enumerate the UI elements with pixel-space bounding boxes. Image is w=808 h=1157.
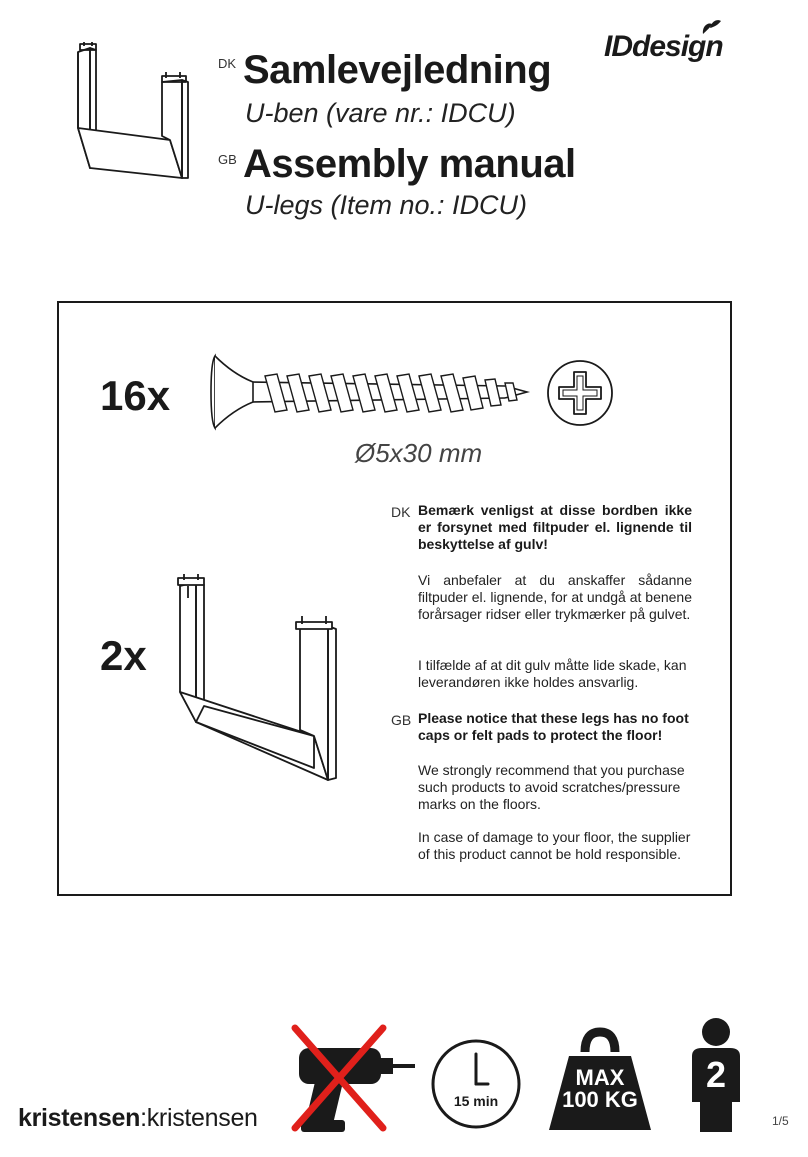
max-label: MAX bbox=[575, 1065, 625, 1090]
gb-warning: Please notice that these legs has no foot caps or felt pads to protect the floor! bbox=[418, 710, 689, 743]
u-leg-header-illustration bbox=[70, 40, 195, 185]
gb-subtitle: U-legs (Item no.: IDCU) bbox=[245, 190, 528, 220]
dk-recommendation: Vi anbefaler at du anskaffer sådanne filtpuder el. lignende, for at undgå at benene forårsager ridser eller trykmærker på gulvet. bbox=[418, 572, 692, 622]
dk-liability: I tilfælde af at dit gulv måtte lide skade, kan leverandøren ikke holdes ansvarlig. bbox=[418, 657, 687, 690]
brand-wordmark bbox=[18, 1104, 258, 1133]
dk-lang-tag: DK bbox=[218, 56, 237, 71]
clock-icon bbox=[430, 1038, 522, 1130]
screw-illustration bbox=[205, 352, 535, 434]
person-count: 2 bbox=[705, 1054, 727, 1095]
dk-note-tag: DK bbox=[391, 504, 411, 520]
max-weight: 100 KG bbox=[562, 1087, 638, 1112]
gb-liability: In case of damage to your floor, the supplier of this product cannot be hold responsible. bbox=[418, 829, 691, 862]
gb-recommendation: We strongly recommend that you purchase such products to avoid scratches/pressure marks on the floors. bbox=[418, 762, 685, 812]
brand-separator: : bbox=[140, 1104, 147, 1132]
dk-warning: Bemærk venligst at disse bordben ikke er forsynet med filtpuder el. lignende til beskyttelse af gulv! bbox=[418, 502, 692, 552]
gb-title: Assembly manual bbox=[243, 142, 576, 186]
screw-quantity: 16x bbox=[100, 372, 171, 419]
assembly-time: 15 min bbox=[453, 1093, 499, 1109]
phillips-head-icon bbox=[545, 358, 615, 428]
dk-subtitle: U-ben (vare nr.: IDCU) bbox=[245, 98, 516, 128]
leg-quantity: 2x bbox=[100, 632, 147, 679]
u-leg-illustration bbox=[168, 572, 348, 792]
page-number: 1/5 bbox=[772, 1114, 789, 1128]
screw-dimension: Ø5x30 mm bbox=[355, 438, 483, 468]
gb-lang-tag: GB bbox=[218, 152, 237, 167]
no-power-drill-icon bbox=[285, 1020, 420, 1135]
brand-left: kristensen bbox=[18, 1104, 141, 1132]
gb-note-tag: GB bbox=[391, 712, 412, 728]
leaf-icon bbox=[700, 18, 722, 36]
brand-right: kristensen bbox=[146, 1104, 258, 1132]
iddesign-logo: IDdesign bbox=[604, 30, 723, 63]
dk-title: Samlevejledning bbox=[243, 48, 552, 92]
